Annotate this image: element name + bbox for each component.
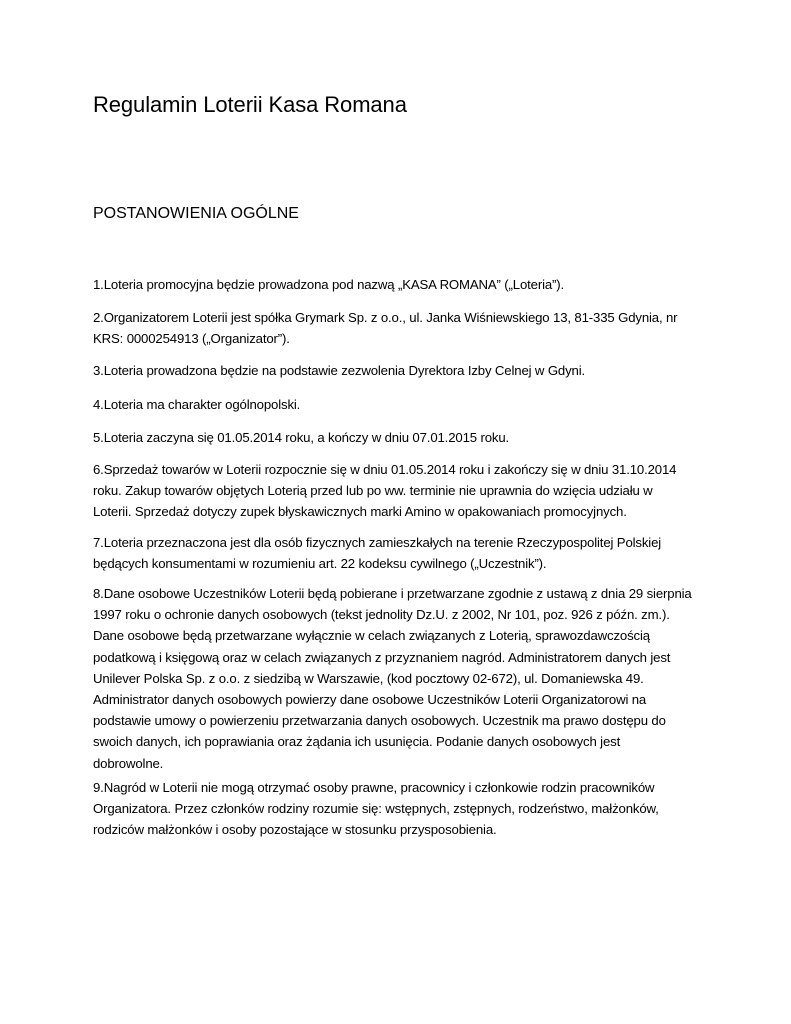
paragraph-2 (93, 307, 703, 349)
paragraph-line: roku. Zakup towarów objętych Loterią przed lub po ww. terminie nie uprawnia do wzięcia udziału w (93, 483, 653, 499)
paragraph-line: rodziców małżonków i osoby pozostające w stosunku przysposobienia. (93, 822, 497, 838)
paragraph-line: będących konsumentami w rozumieniu art. 22 kodeksu cywilnego („Uczestnik”). (93, 556, 547, 572)
paragraph-1 (93, 274, 703, 295)
paragraph-line: 1997 roku o ochronie danych osobowych (tekst jednolity Dz.U. z 2002, Nr 101, poz. 926 z późn. zm.). (93, 607, 670, 623)
paragraph-line: podatkową i księgową oraz w celach związanych z przyznaniem nagród. Administratorem danych jest (93, 649, 671, 665)
paragraph-4 (93, 394, 703, 415)
paragraph-line: Administrator danych osobowych powierzy dane osobowe Uczestników Loterii Organizatorowi na (93, 692, 647, 708)
paragraph-5 (93, 427, 703, 448)
paragraph-line: 7.Loteria przeznaczona jest dla osób fizycznych zamieszkałych na terenie Rzeczypospolitej Polskiej (93, 535, 662, 550)
paragraph-line: KRS: 0000254913 („Organizator”). (93, 331, 290, 347)
paragraph-line: Organizatora. Przez członków rodziny rozumie się: wstępnych, zstępnych, rodzeństwo, małżonków, (93, 801, 659, 817)
paragraph-line: Unilever Polska Sp. z o.o. z siedzibą w Warszawie, (kod pocztowy 02-672), ul. Domaniewska 49. (93, 670, 644, 686)
paragraph-8 (93, 583, 703, 774)
paragraph-line: podstawie umowy o powierzeniu przetwarzania danych osobowych. Uczestnik ma prawo dostępu do (93, 713, 666, 729)
section-heading: POSTANOWIENIA OGÓLNE (93, 205, 299, 222)
paragraph-3 (93, 360, 703, 381)
paragraph-line: 4.Loteria ma charakter ogólnopolski. (93, 397, 301, 412)
paragraph-line: 2.Organizatorem Loterii jest spółka Grymark Sp. z o.o., ul. Janka Wiśniewskiego 13, 81-335 Gdynia, nr (93, 310, 678, 325)
paragraph-line: 9.Nagród w Loterii nie mogą otrzymać osoby prawne, pracownicy i członkowie rodzin pracowników (93, 780, 655, 795)
paragraph-9 (93, 777, 703, 841)
paragraph-line: 1.Loteria promocyjna będzie prowadzona pod nazwą „KASA ROMANA” („Loteria”). (93, 277, 565, 292)
paragraph-line: Loterii. Sprzedaż dotyczy zupek błyskawicznych marki Amino w opakowaniach promocyjnych. (93, 504, 627, 520)
paragraph-6 (93, 459, 703, 523)
paragraph-line: dobrowolne. (93, 755, 164, 771)
paragraph-line: 8.Dane osobowe Uczestników Loterii będą pobierane i przetwarzane zgodnie z ustawą z dnia 29 sierpnia (93, 586, 692, 601)
paragraph-7 (93, 532, 703, 574)
paragraph-line: 3.Loteria prowadzona będzie na podstawie zezwolenia Dyrektora Izby Celnej w Gdyni. (93, 363, 586, 378)
paragraph-line: 6.Sprzedaż towarów w Loterii rozpocznie się w dniu 01.05.2014 roku i zakończy się w dniu 31.10.2014 (93, 462, 677, 477)
paragraph-line: 5.Loteria zaczyna się 01.05.2014 roku, a kończy w dniu 07.01.2015 roku. (93, 430, 510, 445)
document-title: Regulamin Loterii Kasa Romana (93, 92, 407, 117)
paragraph-line: Dane osobowe będą przetwarzane wyłącznie w celach związanych z Loterią, sprawozdawczością (93, 628, 650, 644)
paragraph-line: swoich danych, ich poprawiania oraz żądania ich usunięcia. Podanie danych osobowych jest (93, 734, 621, 750)
